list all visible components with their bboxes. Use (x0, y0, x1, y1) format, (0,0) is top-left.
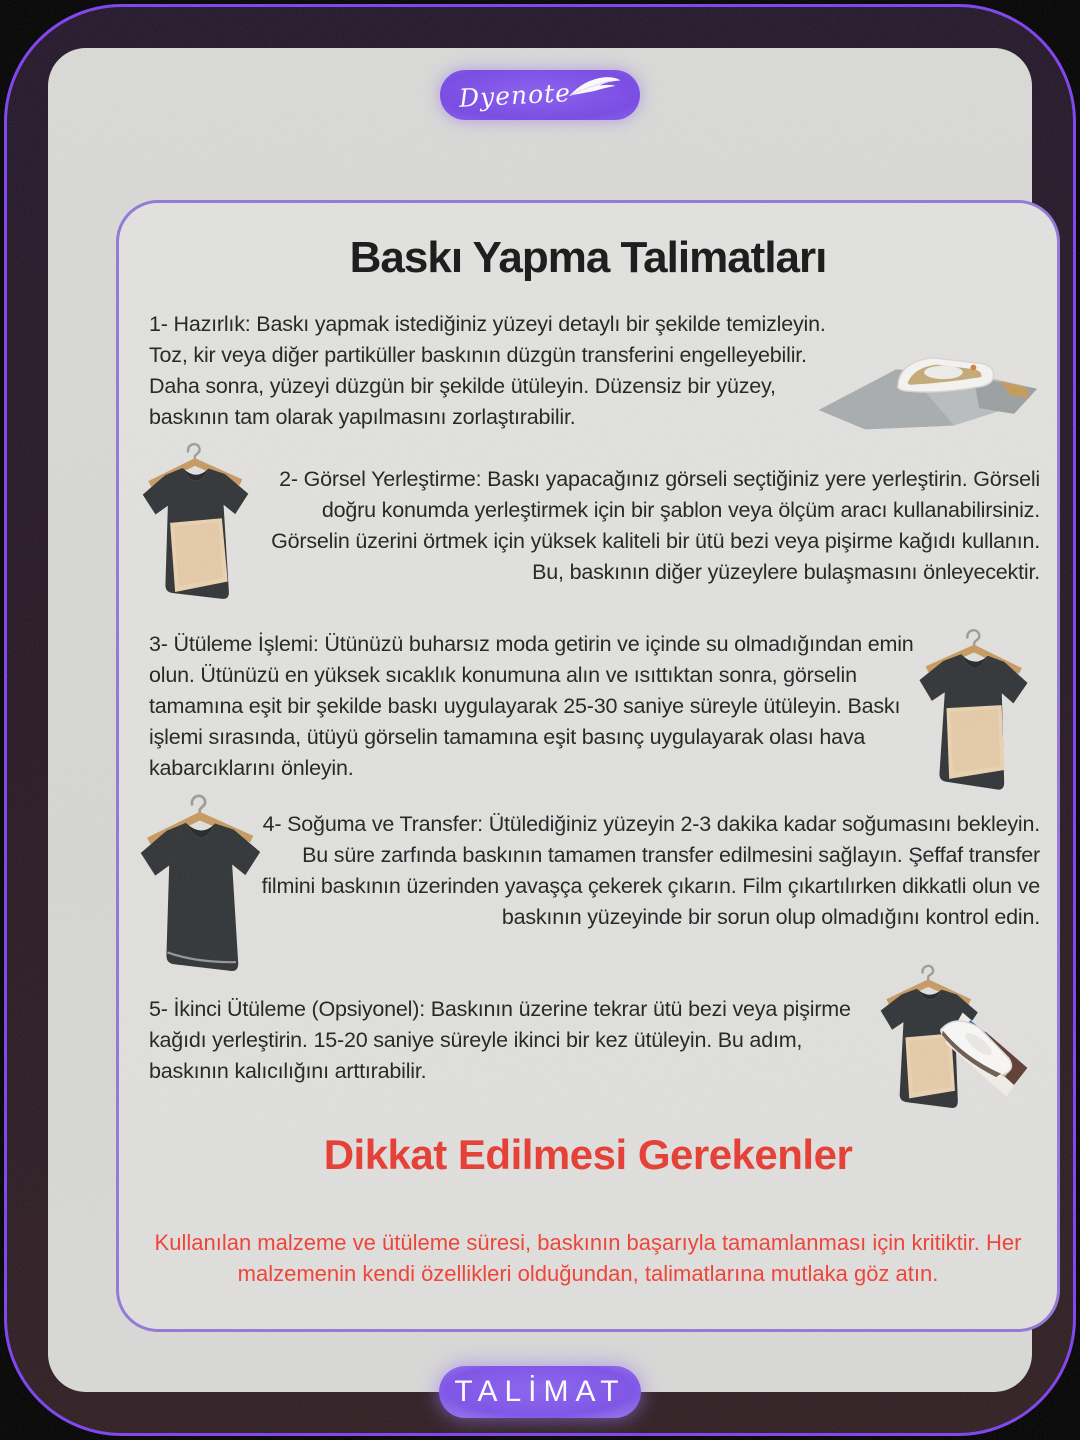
brand-logo-text: Dyenote (458, 77, 572, 113)
footer-pill (439, 1366, 641, 1418)
instructions-card (116, 200, 1060, 1332)
brand-pill (440, 70, 640, 120)
tshirt-with-transfer-paper-illustration (132, 437, 261, 607)
flyer-background (48, 48, 1040, 1408)
step-2-paragraph: 2- Görsel Yerleştirme: Baskı yapacağınız görseli seçtiğiniz yere yerleştirin. Görseli doğru konumda yerleştirmek için bir şablon veya ölçüm aracı kullanabilirsiniz. Görselin üzerini örtmek için yüksek kaliteli bir ütü bezi veya pişirme kağıdı kullanın. Bu, baskının diğer yüzeylere bulaşmasını önleyecektir. (271, 467, 1040, 584)
plain-tshirt-illustration (127, 788, 274, 980)
feather-icon (567, 70, 623, 107)
warning-text: Kullanılan malzeme ve ütüleme süresi, baskının başarıyla tamamlanması için kritiktir. Her malzemenin kendi özellikleri olduğundan, talimatlarına mutlaka göz atın. (154, 1230, 1022, 1286)
warning-title: Dikkat Edilmesi Gerekenler (323, 1131, 853, 1178)
iron-on-cloth-illustration (811, 321, 1043, 443)
page-title: Baskı Yapma Talimatları (349, 233, 827, 282)
tshirt-with-transfer-paper-illustration (908, 623, 1039, 797)
step-5-paragraph: 5- İkinci Ütüleme (Opsiyonel): Baskının üzerine tekrar ütü bezi veya pişirme kağıdı yerleştirin. 15-20 saniye süreyle ikinci bir kez ütüleyin. Bu adım, baskının kalıcılığını arttırabilir. (149, 997, 851, 1083)
step-3-paragraph: 3- Ütüleme İşlemi: Ütünüzü buharsız moda getirin ve içinde su olmadığından emin olun. Ütünüzü en yüksek sıcaklık konumuna alın ve ısıttıktan sonra, görselin tamamına eşit bir şekilde baskı uygulayarak 25-30 saniye süreyle ütüleyin. Baskı işlemi sırasında, ütüyü görselin tamamına eşit basınç uygulayarak olası hava kabarcıklarını önleyin. (149, 632, 914, 780)
step-4-paragraph: 4- Soğuma ve Transfer: Ütülediğiniz yüzeyin 2-3 dakika kadar soğumasını bekleyin. Bu süre zarfında baskının tamamen transfer edilmesini sağlayın. Şeffaf transfer filmini baskının üzerinden yavaşça çekerek çıkarın. Film çıkartılırken dikkatli olun ve baskının yüzeyinde bir sorun olup olmadığını kontrol edin. (261, 812, 1040, 929)
step-1-paragraph: 1- Hazırlık: Baskı yapmak istediğiniz yüzeyi detaylı bir şekilde temizleyin. Toz, kir veya diğer partiküller baskının düzgün transferini engelleyebilir. Daha sonra, yüzeyi düzgün bir şekilde ütüleyin. Düzensiz bir yüzey, baskının tam olarak yapılmasını zorlaştırabilir. (149, 312, 826, 429)
footer-label: TALİMAT (454, 1375, 626, 1408)
tshirt-ironing-print-illustration (863, 963, 1045, 1125)
